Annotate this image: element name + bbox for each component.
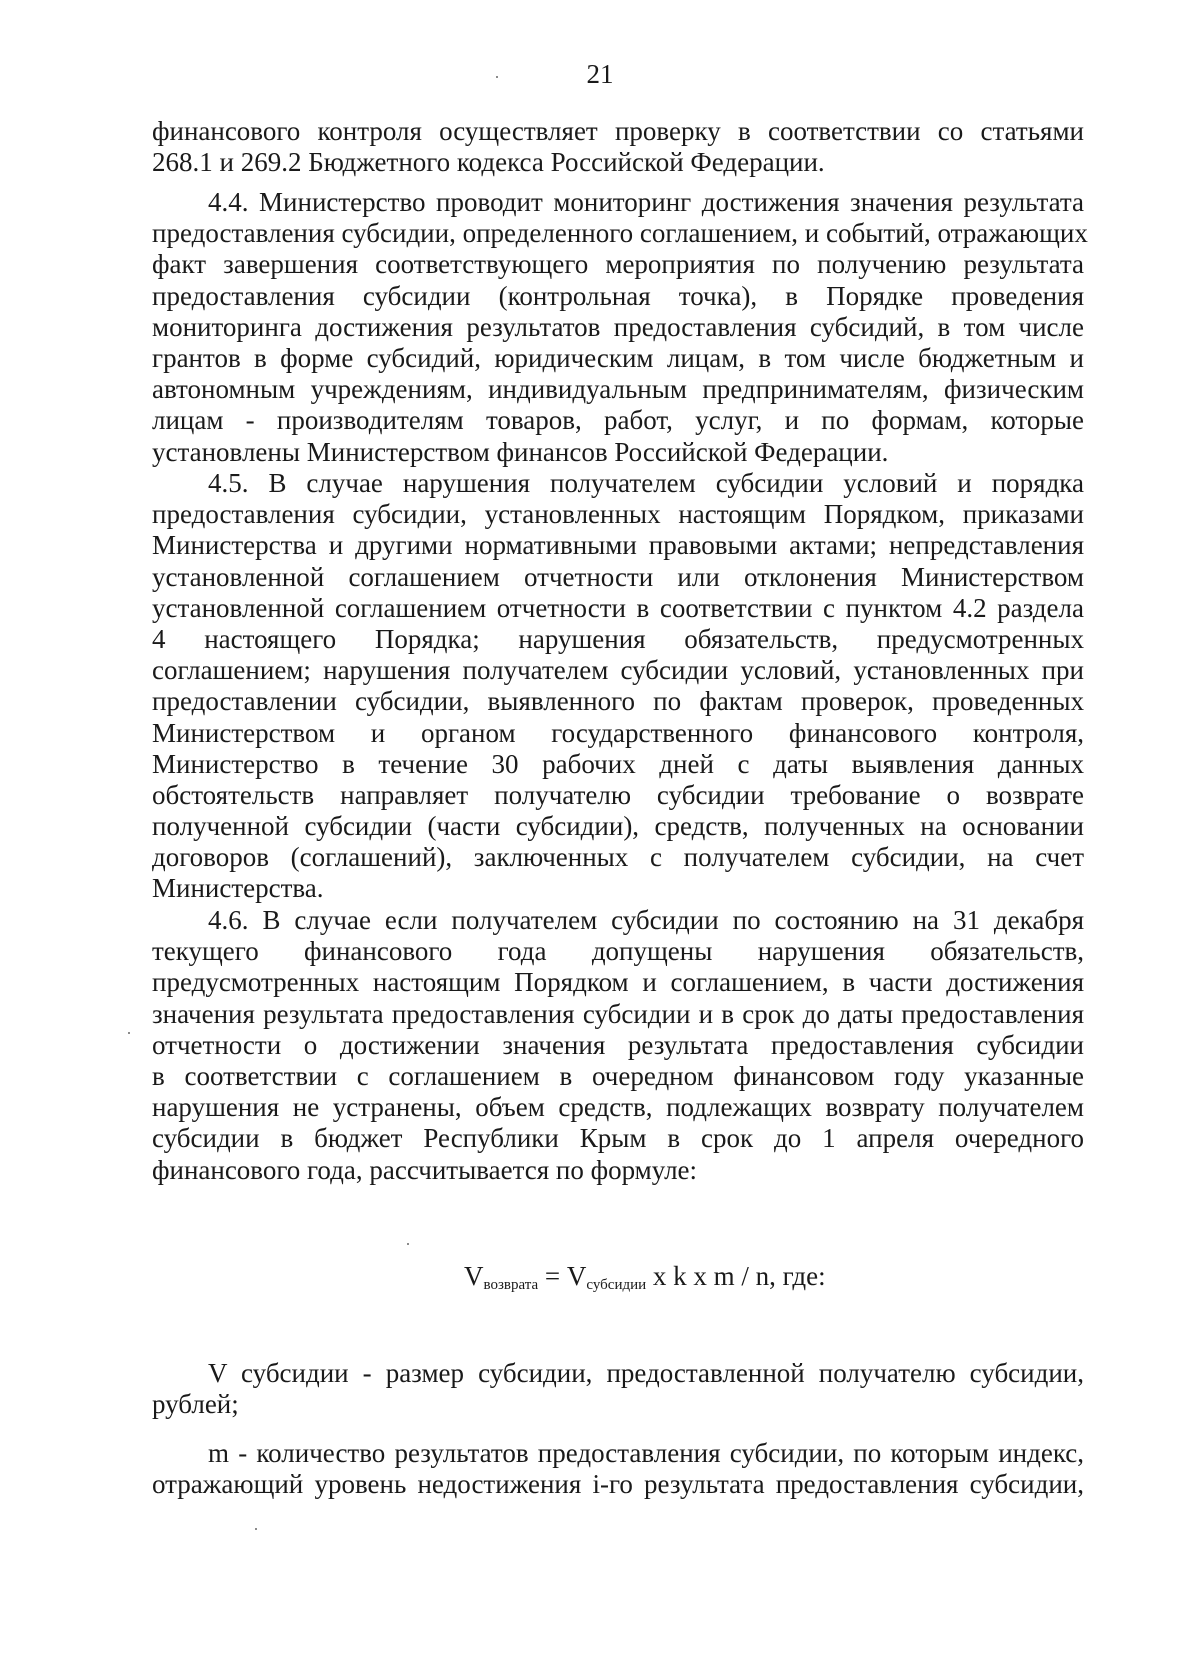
text-line: субсидии в бюджет Республики Крым в срок до 1 апреля очередного [152, 1123, 1084, 1154]
text-line: предоставлении субсидии, выявленного по фактам проверок, проведенных [152, 686, 1084, 717]
text-line: установлены Министерством финансов Российской Федерации. [152, 436, 889, 467]
formula-v: V [464, 1261, 484, 1291]
text-line: 4 настоящего Порядка; нарушения обязательств, предусмотренных [152, 623, 1084, 654]
paragraph-4-6 [152, 905, 1084, 1186]
text-line: V субсидии - размер субсидии, предоставленной получателю субсидии, [208, 1358, 1084, 1388]
paragraph-intro [152, 116, 1084, 178]
text-line: отражающий уровень недостижения i-го результата предоставления субсидии, [152, 1469, 1084, 1500]
text-line: в соответствии с соглашением в очередном финансовом году указанные [152, 1060, 1084, 1091]
text-line: предусмотренных настоящим Порядком и соглашением, в части достижения [152, 967, 1084, 998]
text-line: m - количество результатов предоставления субсидии, по которым индекс, [208, 1438, 1084, 1468]
text-line: установленной соглашением отчетности или отклонения Министерством [152, 561, 1084, 592]
definition-v [152, 1358, 1084, 1420]
formula-equals: = [538, 1261, 567, 1291]
formula-v2: V [566, 1261, 587, 1291]
text-line: лицам - производителям товаров, работ, услуг, и по формам, которые [152, 405, 1084, 436]
text-line: грантов в форме субсидий, юридическим лицам, в том числе бюджетным и [152, 342, 1084, 373]
definition-m [152, 1438, 1084, 1500]
scan-speck [128, 1032, 130, 1034]
scan-speck [496, 76, 498, 78]
paragraph-4-4 [152, 187, 1088, 468]
formula-sub-subsidy: субсидии [586, 1277, 647, 1293]
text-line: Министерством и органом государственного финансового контроля, [152, 717, 1084, 748]
text-line: нарушения не устранены, объем средств, подлежащих возврату получателем [152, 1092, 1084, 1123]
text-line: 4.5. В случае нарушения получателем субсидии условий и порядка [208, 468, 1084, 498]
text-line: 4.4. Министерство проводит мониторинг достижения значения результата [208, 187, 1084, 217]
text-line: отчетности о достижении значения результата предоставления субсидии [152, 1029, 1084, 1060]
text-line: предоставления субсидии, определенного соглашением, и событий, отражающих [152, 218, 1088, 249]
text-line: обстоятельств направляет получателю субсидии требование о возврате [152, 779, 1084, 810]
text-line: значения результата предоставления субсидии и в срок до даты предоставления [152, 998, 1084, 1029]
text-line: факт завершения соответствующего мероприятия по получению результата [152, 249, 1084, 280]
text-line: Министерства. [152, 873, 324, 904]
text-line: 268.1 и 269.2 Бюджетного кодекса Российской Федерации. [152, 147, 825, 178]
text-line: Министерство в течение 30 рабочих дней с даты выявления данных [152, 748, 1084, 779]
text-line: текущего финансового года допущены нарушения обязательств, [152, 936, 1084, 967]
formula-rest: x k x m / n, где: [646, 1261, 826, 1291]
text-line: автономным учреждениям, индивидуальным предпринимателям, физическим [152, 374, 1084, 405]
text-line: полученной субсидии (части субсидии), средств, полученных на основании [152, 811, 1084, 842]
scan-speck [255, 1528, 257, 1530]
text-line: мониторинга достижения результатов предоставления субсидий, в том числе [152, 311, 1084, 342]
text-line: предоставления субсидии, установленных настоящим Порядком, приказами [152, 499, 1084, 530]
text-line: рублей; [152, 1389, 239, 1420]
text-line: предоставления субсидии (контрольная точка), в Порядке проведения [152, 280, 1084, 311]
text-line: Министерства и другими нормативными правовыми актами; непредставления [152, 530, 1084, 561]
text-line: 4.6. В случае если получателем субсидии по состоянию на 31 декабря [208, 905, 1084, 935]
scan-speck [407, 1243, 409, 1245]
paragraph-4-5 [152, 468, 1084, 905]
formula-sub-return: возврата [483, 1277, 539, 1293]
page-number: 21 [586, 59, 614, 89]
text-line: соглашением; нарушения получателем субсидии условий, установленных при [152, 655, 1084, 686]
text-line: финансового контроля осуществляет проверку в соответствии со статьями [152, 116, 1084, 146]
text-line: установленной соглашением отчетности в соответствии с пунктом 4.2 раздела [152, 592, 1084, 623]
formula [464, 1260, 826, 1301]
text-line: договоров (соглашений), заключенных с получателем субсидии, на счет [152, 842, 1084, 873]
text-line: финансового года, рассчитывается по формуле: [152, 1154, 698, 1185]
